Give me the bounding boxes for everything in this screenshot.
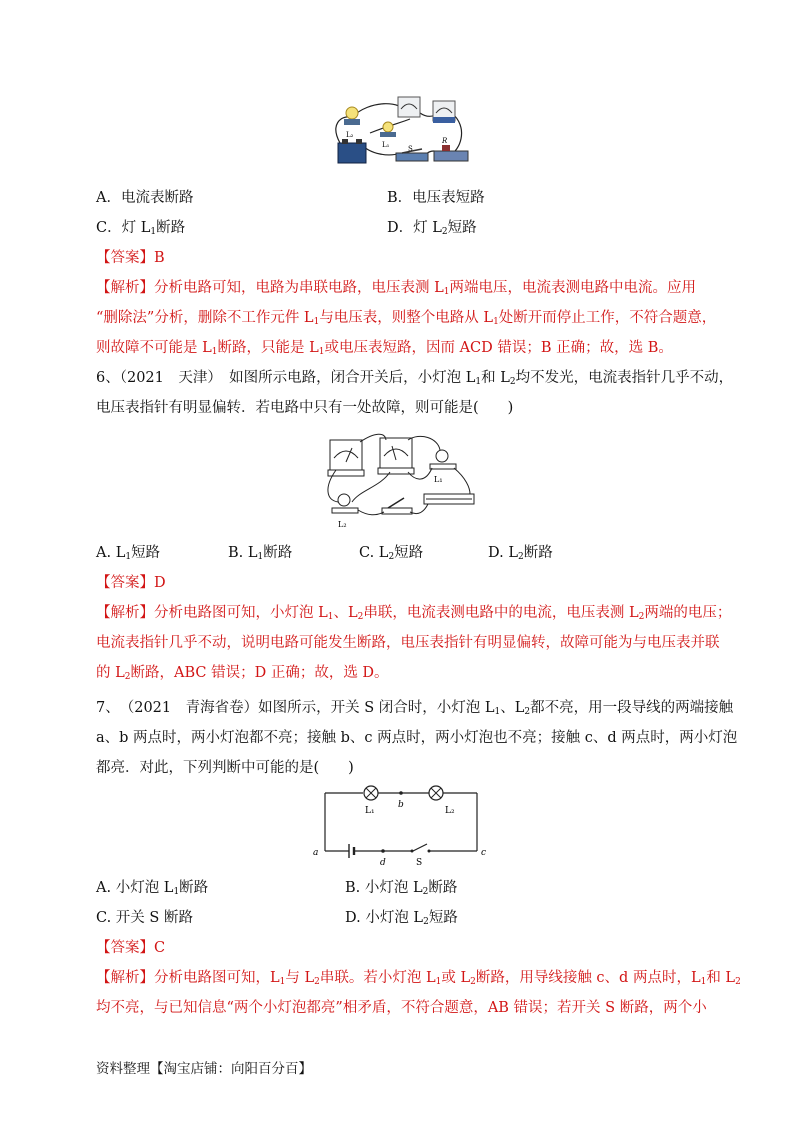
q7-label-c: c (481, 848, 487, 858)
q6-analysis-line-1: 【解析】分析电路图可知，小灯泡 $L_1$、$L_2$串联，电流表测电路中的电流，电压表测 $L_2$两端的电压； (96, 605, 732, 622)
q6-answer: 【答案】D (96, 575, 166, 591)
q7-stem-line-1: 7、 （2021 青海省卷）如图所示，开关 S 闭合时，小灯泡 $L_1$、$L_2$都不亮，用一段导线的两端接触 (96, 700, 734, 717)
q5-option-b: B．电压表短路 (387, 190, 485, 206)
q7-option-b: B. 小灯泡 $L_2$断路 (345, 880, 458, 897)
q7-circuit-diagram (305, 785, 495, 865)
q5-circuit-figure (330, 95, 470, 170)
q7-label-b: b (398, 800, 404, 810)
q5-label-l2: L₂ (346, 131, 354, 139)
q7-label-l2: L₂ (445, 806, 455, 816)
q7-analysis-line-2: 均不亮，与已知信息“两个小灯泡都亮”相矛盾，不符合题意，AB 错误；若开关 S 断路，两个小 (96, 1000, 707, 1016)
q5-label-s: S (408, 145, 413, 153)
q6-label-l2: L₂ (338, 520, 347, 529)
q6-analysis-line-2: 电流表指针几乎不动，说明电路可能发生断路，电压表指针有明显偏转，故障可能为与电压表并联 (96, 635, 720, 651)
q5-analysis-line-3: 则故障不可能是 $L_1$断路，只能是 $L_1$或电压表短路，因而 ACD 错误；B 正确；故，选 B。 (96, 340, 673, 357)
q5-option-c: C．灯 $L_1$断路 (96, 220, 186, 237)
q7-option-a: A. 小灯泡 $L_1$断路 (96, 880, 209, 897)
q7-stem-line-2: a、b 两点时，两小灯泡都不亮；接触 b、c 两点时，两小灯泡也不亮；接触 c、d 两点时，两小灯泡 (96, 730, 738, 746)
q6-analysis-line-3: 的 $L_2$断路，ABC 错误；D 正确；故，选 D。 (96, 665, 389, 682)
q7-answer: 【答案】C (96, 940, 166, 956)
q6-option-d: D. $L_2$断路 (488, 545, 553, 562)
q5-analysis-line-2: “删除法”分析，删除不工作元件 $L_1$与电压表，则整个电路从 $L_1$处断开而停止工作，不符合题意， (96, 310, 717, 327)
q6-circuit-figure (320, 432, 480, 532)
q6-option-b: B. $L_1$断路 (228, 545, 293, 562)
q7-label-d: d (380, 858, 386, 865)
q5-answer: 【答案】B (96, 250, 165, 266)
q7-label-a: a (313, 848, 319, 858)
q7-label-l1: L₁ (365, 806, 375, 816)
q6-stem-line-2: 电压表指针有明显偏转．若电路中只有一处故障，则可能是( ) (96, 400, 514, 416)
q5-option-a: A．电流表断路 (96, 190, 194, 206)
q7-option-d: D. 小灯泡 $L_2$短路 (345, 910, 458, 927)
q6-option-a: A. $L_1$短路 (96, 545, 161, 562)
q6-label-l1: L₁ (434, 475, 443, 484)
q5-label-l1: L₁ (382, 141, 390, 149)
q5-analysis-line-1: 【解析】分析电路可知，电路为串联电路，电压表测 $L_1$两端电压，电流表测电路中电流。应用 (96, 280, 696, 297)
q6-stem-line-1: 6、（2021 天津） 如图所示电路，闭合开关后，小灯泡 $L_1$和 $L_2$均不发光，电流表指针几乎不动， (96, 370, 734, 387)
page-footer: 资料整理【淘宝店铺：向阳百分百】 (96, 1061, 312, 1077)
q5-label-r: R (442, 137, 448, 145)
q7-analysis-line-1: 【解析】分析电路图可知，$L_1$与 $L_2$串联。若小灯泡 $L_1$或 $L_2$断路，用导线接触 c、d 两点时，$L_1$和 $L_2$ (96, 970, 741, 987)
q5-option-d: D．灯 $L_2$短路 (387, 220, 477, 237)
q7-option-c: C. 开关 S 断路 (96, 910, 193, 926)
q7-label-s: S (416, 858, 423, 865)
q6-option-c: C. $L_2$短路 (359, 545, 424, 562)
q7-stem-line-3: 都亮．对此，下列判断中可能的是( ) (96, 760, 354, 776)
